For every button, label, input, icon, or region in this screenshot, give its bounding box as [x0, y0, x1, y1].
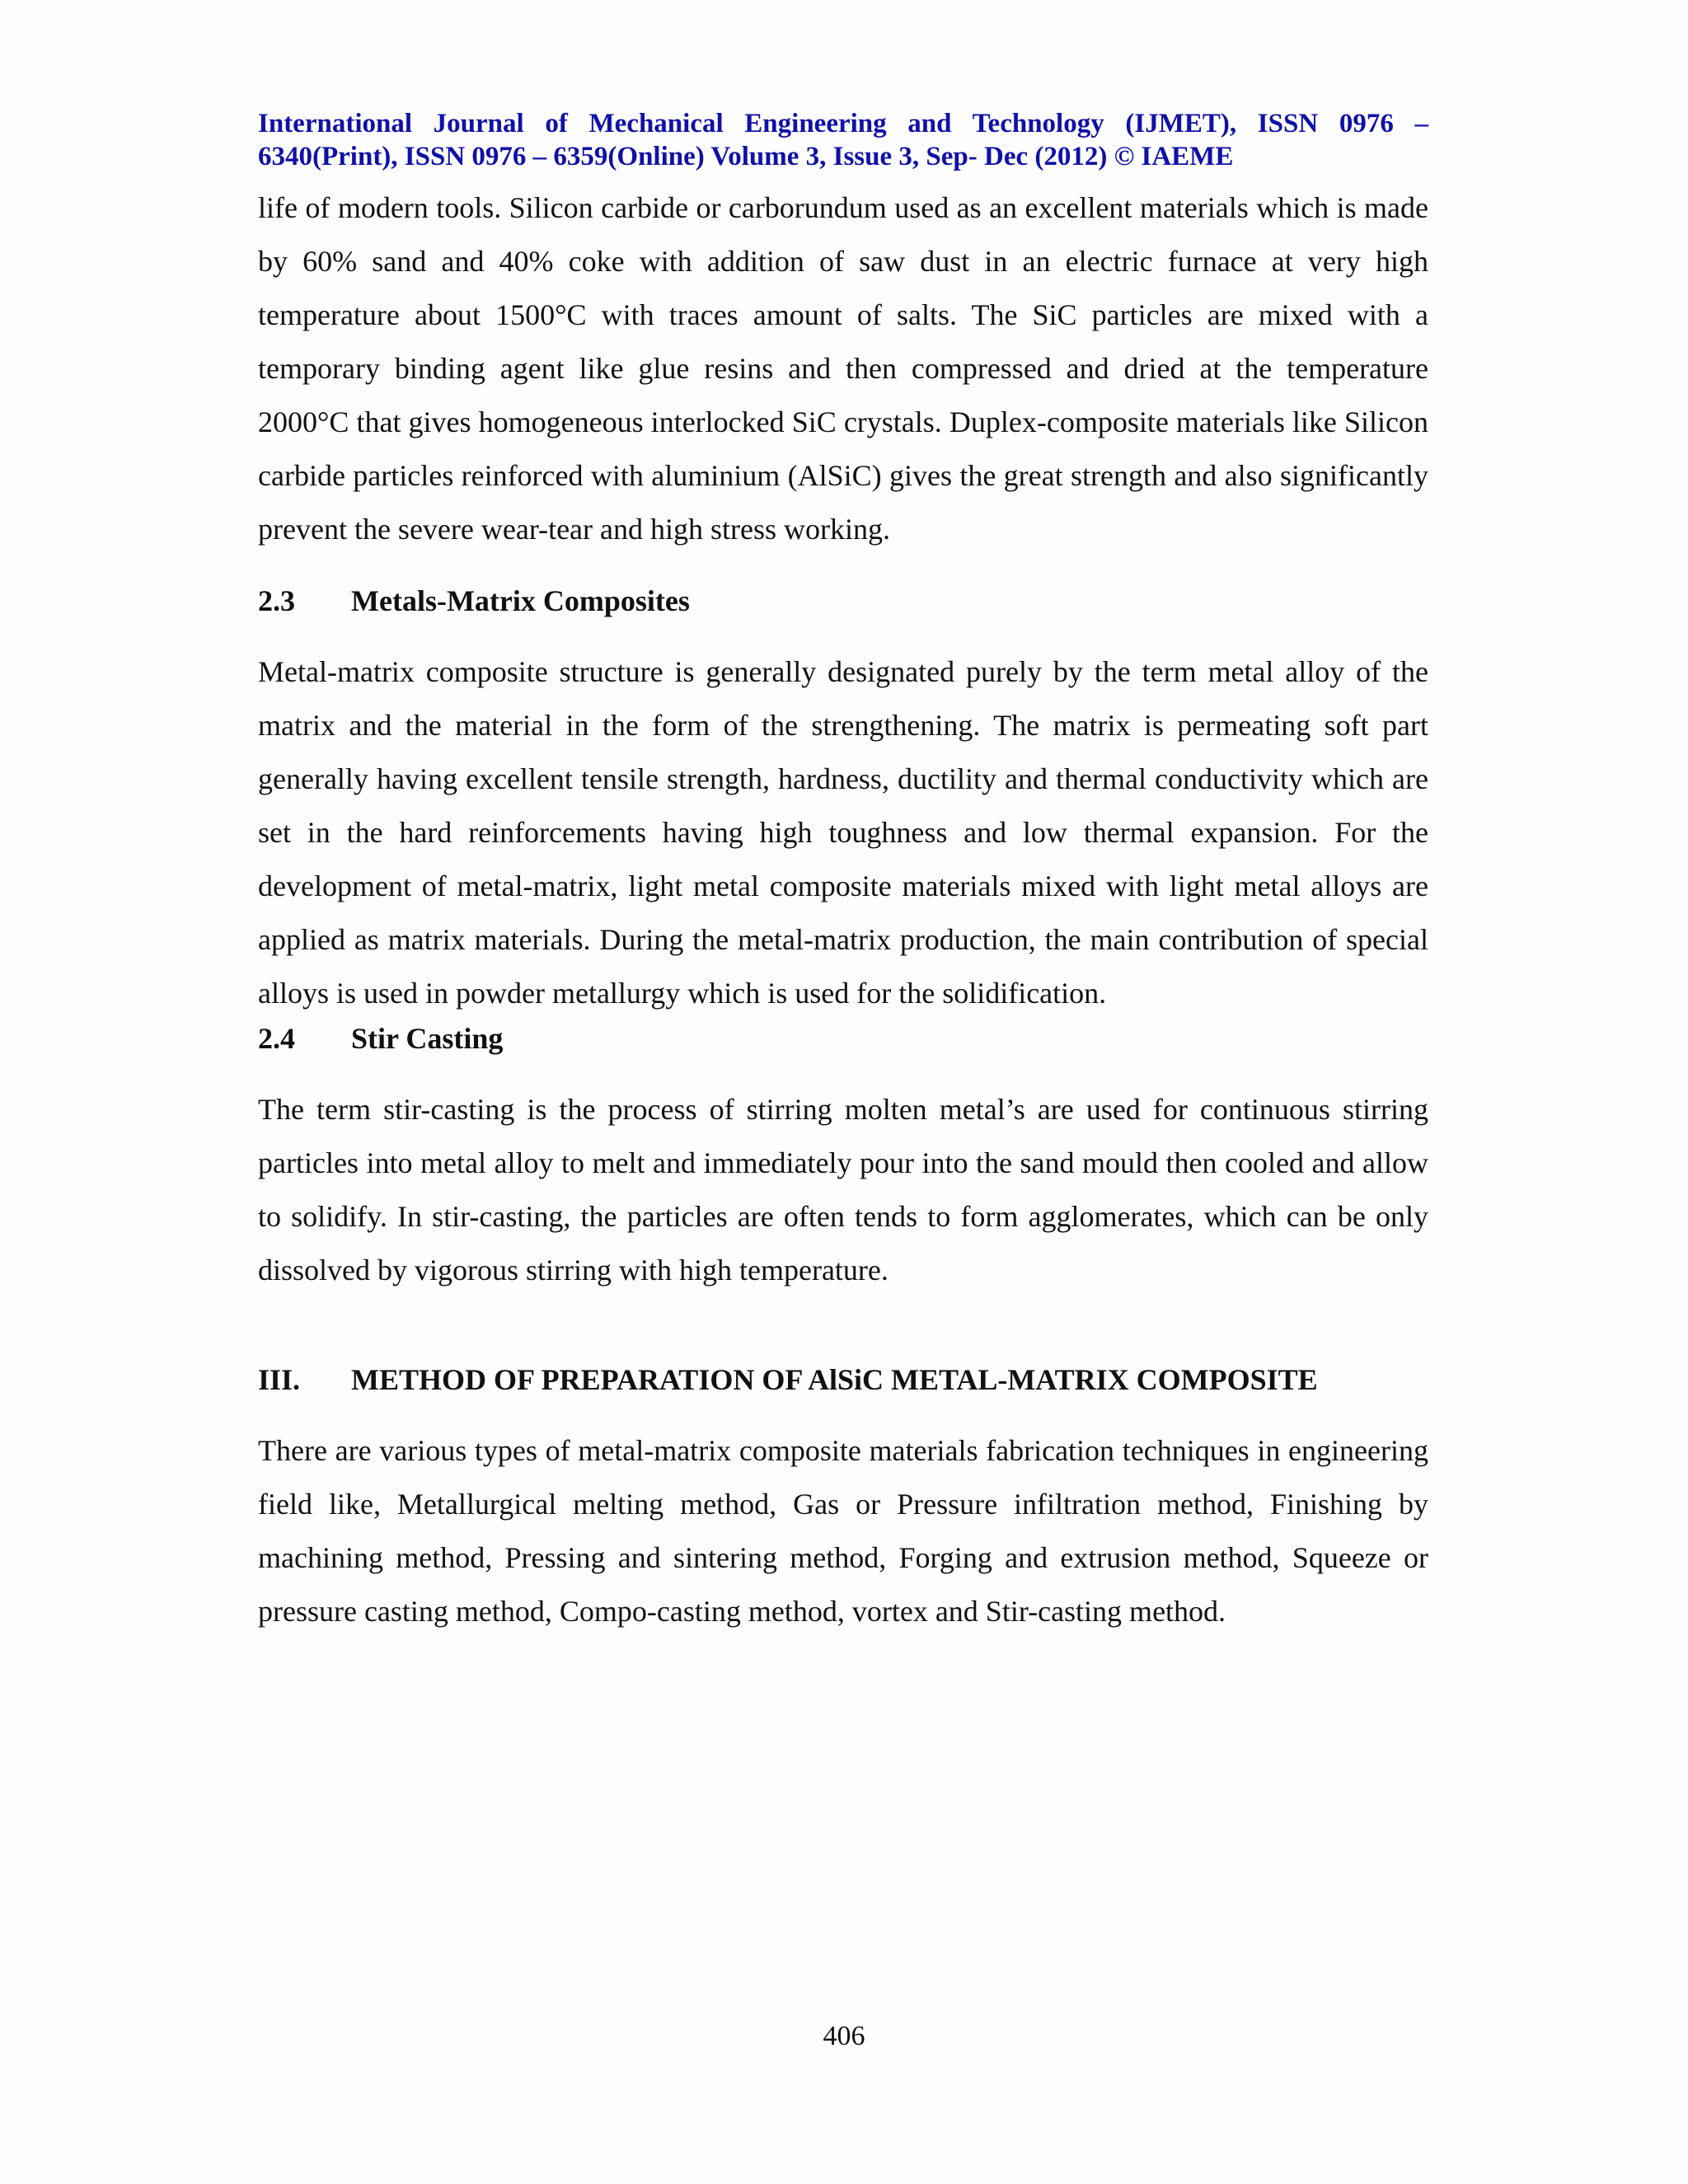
paragraph-method: There are various types of metal-matrix composite materials fabrication techniques in engineering field like, Metallurgical melting method, Gas or Pressure infiltration method, Finishing by machining method, Pressing and sintering method, Forging and extrusion method, Squeeze or pressure casting method, Compo-casting method, vortex and Stir-casting method.	[258, 1434, 1428, 1628]
page-number: 406	[823, 2021, 865, 2051]
journal-header-line-1: International Journal of Mechanical Engineering and Technology (IJMET), ISSN 0976 –	[258, 109, 1428, 138]
paragraph-intro: life of modern tools. Silicon carbide or carborundum used as an excellent materials which is made by 60% sand and 40% coke with addition of saw dust in an electric furnace at very high temperature about 1500°C with traces amount of salts. The SiC particles are mixed with a temporary binding agent like glue resins and then compressed and dried at the temperature 2000°C that gives homogeneous interlocked SiC crystals. Duplex-composite materials like Silicon carbide particles reinforced with aluminium (AlSiC) gives the great strength and also significantly prevent the severe wear-tear and high stress working.	[258, 191, 1428, 546]
section-number: 2.4	[258, 1022, 295, 1055]
section-heading-3	[258, 1361, 1428, 1398]
section-number: III.	[258, 1363, 301, 1396]
section-number: 2.3	[258, 584, 295, 617]
paragraph-stir-casting: The term stir-casting is the process of stirring molten metal’s are used for continuous stirring particles into metal alloy to melt and immediately pour into the sand mould then cooled and allow to solidify. In stir-casting, the particles are often tends to form agglomerates, which can be only dissolved by vigorous stirring with high temperature.	[258, 1093, 1428, 1286]
journal-header	[258, 107, 1428, 173]
journal-header-line-2: 6340(Print), ISSN 0976 – 6359(Online) Volume 3, Issue 3, Sep- Dec (2012) © IAEME	[258, 142, 1234, 171]
section-title: Metals-Matrix Composites	[351, 584, 690, 617]
section-heading-2-4	[258, 1020, 1428, 1057]
page-content	[258, 107, 1428, 1638]
section-title: Stir Casting	[351, 1022, 504, 1055]
section-heading-2-3	[258, 583, 1428, 619]
section-title: METHOD OF PREPARATION OF AlSiC METAL-MATRIX COMPOSITE	[351, 1363, 1318, 1396]
paragraph-metals-matrix: Metal-matrix composite structure is generally designated purely by the term metal alloy of the matrix and the material in the form of the strengthening. The matrix is permeating soft part generally having excellent tensile strength, hardness, ductility and thermal conductivity which are set in the hard reinforcements having high toughness and low thermal expansion. For the development of metal-matrix, light metal composite materials mixed with light metal alloys are applied as matrix materials. During the metal-matrix production, the main contribution of special alloys is used in powder metallurgy which is used for the solidification.	[258, 655, 1428, 1010]
